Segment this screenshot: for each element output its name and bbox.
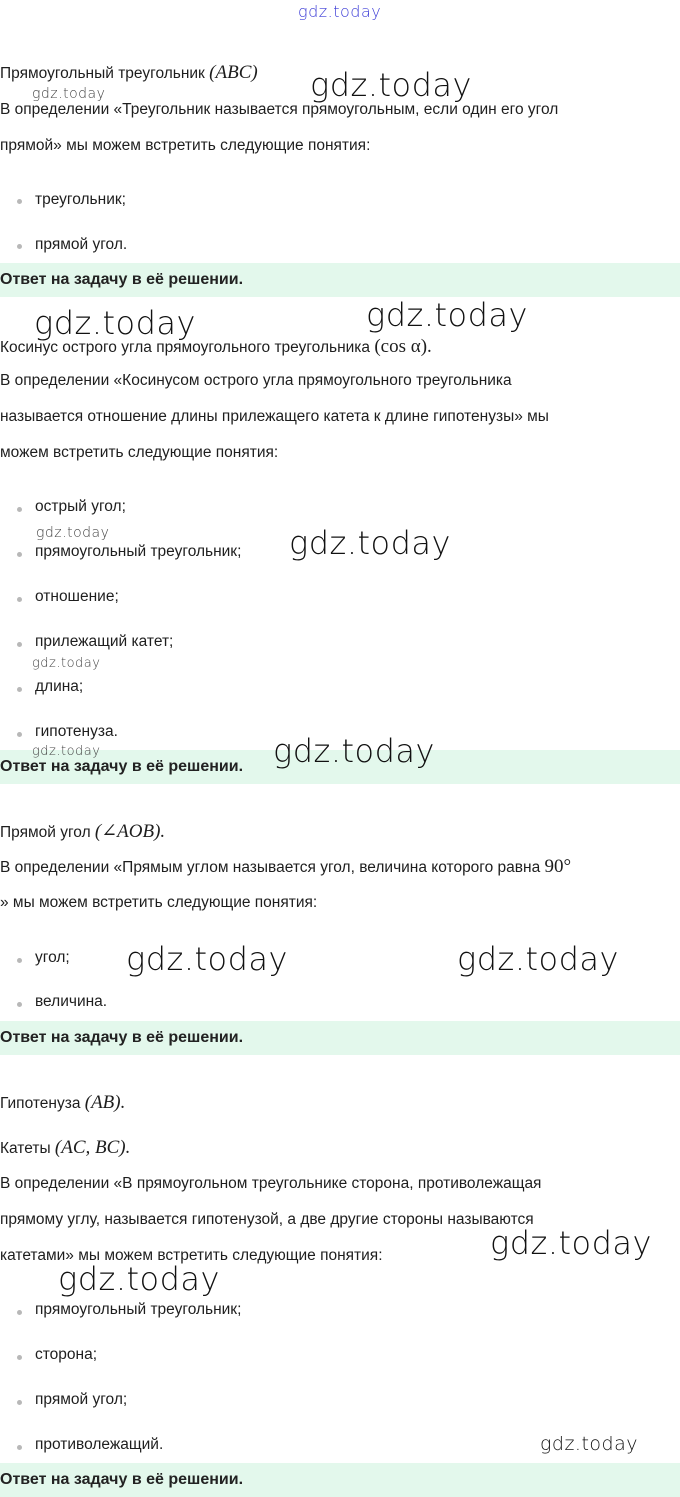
bullet	[17, 1002, 22, 1007]
bullet	[17, 687, 22, 692]
watermark: gdz.today	[36, 525, 110, 541]
section1-title-text: Прямоугольный треугольник	[0, 65, 205, 82]
list-item: сторона;	[35, 1346, 98, 1363]
watermark: gdz.today	[32, 744, 101, 759]
section3-para-text: В определении «Прямым углом называется угол, величина которого равна	[0, 859, 541, 876]
answer-box: Ответ на задачу в её решении.	[0, 1021, 680, 1055]
list-item: прямой угол.	[35, 236, 128, 253]
watermark: gdz.today	[273, 732, 435, 770]
bullet	[17, 732, 22, 737]
answer-box: Ответ на задачу в её решении.	[0, 750, 680, 784]
section4-title2-math: (AC, BC).	[54, 1137, 131, 1158]
section2-title-math: (cos α).	[374, 336, 432, 357]
watermark: gdz.today	[34, 304, 196, 342]
watermark: gdz.today	[366, 296, 528, 334]
section2-para-line3: можем встретить следующие понятия:	[0, 444, 279, 461]
bullet	[17, 1445, 22, 1450]
bullet	[17, 958, 22, 963]
section1-para-line1: В определении «Треугольник называется прямоугольным, если один его угол	[0, 101, 559, 118]
list-item: угол;	[35, 949, 70, 966]
bullet	[17, 1400, 22, 1405]
section3-para-line2: » мы можем встретить следующие понятия:	[0, 894, 318, 911]
section4-title-hypotenuse	[0, 1092, 125, 1114]
bullet	[17, 1310, 22, 1315]
section2-title-text: Косинус острого угла прямоугольного треугольника	[0, 339, 371, 356]
section3-para-math: 90°	[544, 856, 572, 877]
list-item: прямоугольный треугольник;	[35, 543, 242, 560]
watermark: gdz.today	[126, 940, 288, 978]
section3-title	[0, 820, 165, 843]
section1-title-math: (ABC)	[209, 62, 258, 83]
watermark: gdz.today	[490, 1224, 652, 1262]
list-item: отношение;	[35, 588, 119, 605]
section4-para-line3: катетами» мы можем встретить следующие понятия:	[0, 1247, 383, 1264]
watermark: gdz.today	[540, 1433, 638, 1455]
section3-title-text: Прямой угол	[0, 824, 91, 841]
answer-box: Ответ на задачу в её решении.	[0, 1463, 680, 1497]
list-item: величина.	[35, 993, 108, 1010]
watermark: gdz.today	[58, 1260, 220, 1298]
list-item: противолежащий.	[35, 1436, 164, 1453]
watermark: gdz.today	[289, 524, 451, 562]
list-item: треугольник;	[35, 191, 126, 208]
section3-para-line1	[0, 856, 571, 878]
bullet	[17, 642, 22, 647]
section4-title1-text: Гипотенуза	[0, 1095, 81, 1112]
section1-para-line2: прямой» мы можем встретить следующие понятия:	[0, 137, 371, 154]
section4-para-line2: прямому углу, называется гипотенузой, а две другие стороны называются	[0, 1211, 534, 1228]
list-item: длина;	[35, 678, 84, 695]
section3-title-math: (∠AOB).	[94, 821, 166, 842]
section2-para-line2: называется отношение длины прилежащего катета к длине гипотенузы» мы	[0, 408, 549, 425]
list-item: прилежащий катет;	[35, 633, 174, 650]
bullet	[17, 552, 22, 557]
bullet	[17, 199, 22, 204]
bullet	[17, 1355, 22, 1360]
watermark: gdz.today	[457, 940, 619, 978]
list-item: гипотенуза.	[35, 723, 118, 740]
watermark-top: gdz.today	[298, 2, 382, 21]
bullet	[17, 244, 22, 249]
section4-title-legs	[0, 1137, 130, 1159]
list-item: прямоугольный треугольник;	[35, 1301, 242, 1318]
section4-title2-text: Катеты	[0, 1140, 51, 1157]
section2-para-line1: В определении «Косинусом острого угла прямоугольного треугольника	[0, 372, 512, 389]
bullet	[17, 597, 22, 602]
watermark: gdz.today	[32, 656, 101, 671]
list-item: прямой угол;	[35, 1391, 128, 1408]
watermark: gdz.today	[32, 86, 106, 102]
answer-box: Ответ на задачу в её решении.	[0, 263, 680, 297]
section4-para-line1: В определении «В прямоугольном треугольнике сторона, противолежащая	[0, 1175, 542, 1192]
watermark: gdz.today	[310, 66, 472, 104]
list-item: острый угол;	[35, 498, 126, 515]
bullet	[17, 507, 22, 512]
section1-title	[0, 62, 258, 84]
section4-title1-math: (AB).	[84, 1092, 126, 1113]
